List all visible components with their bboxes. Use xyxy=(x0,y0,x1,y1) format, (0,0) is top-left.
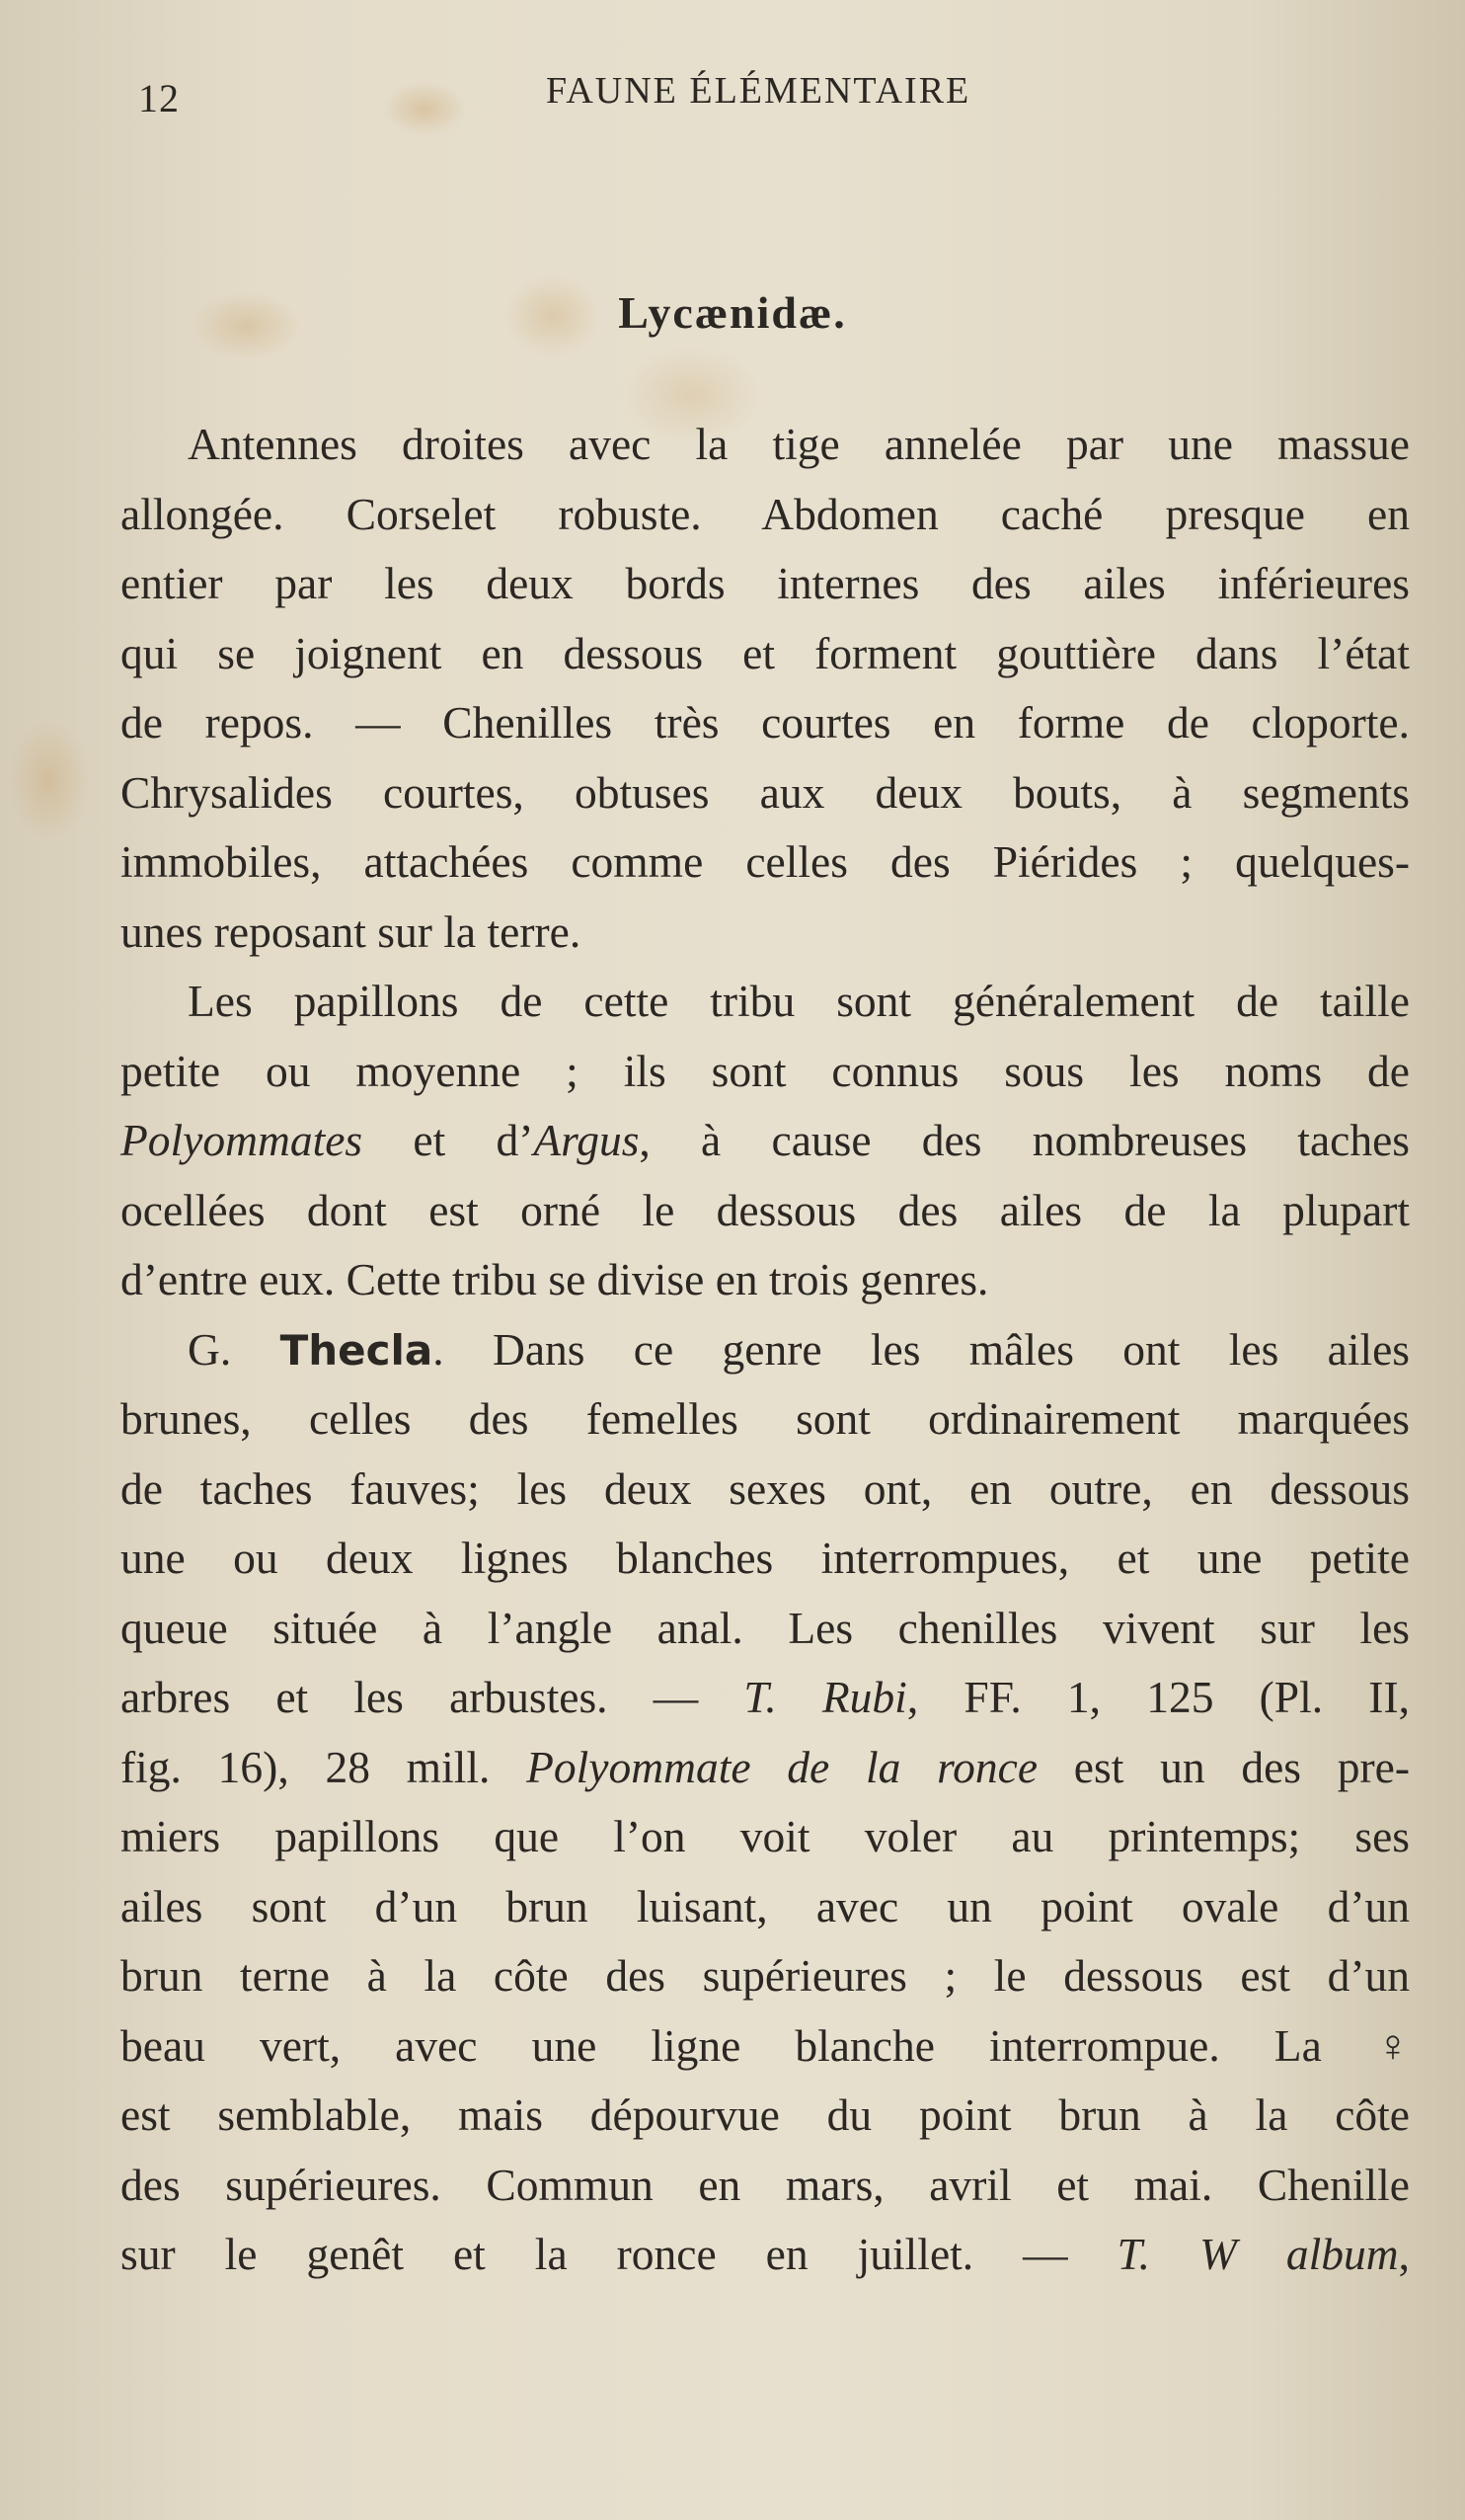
text-line: de repos. — Chenilles très courtes en forme de cloporte. xyxy=(120,697,1410,748)
text-line: ailes sont d’un brun luisant, avec un point ovale d’un xyxy=(120,1880,1410,1931)
section-title: Lycænidæ. xyxy=(618,287,847,338)
text-line: miers papillons que l’on voit voler au printemps; ses xyxy=(120,1811,1410,1861)
text-line: queue située à l’angle anal. Les chenilles vivent sur les xyxy=(120,1602,1410,1653)
text-line: ocellées dont est orné le dessous des ailes de la plupart xyxy=(120,1184,1410,1235)
text-line: arbres et les arbustes. — T. Rubi, FF. 1, 125 (Pl. II, xyxy=(120,1672,1410,1722)
text-line: Chrysalides courtes, obtuses aux deux bouts, à segments xyxy=(120,766,1410,818)
taxon-name: Argus xyxy=(533,1115,640,1165)
text-line: une ou deux lignes blanches interrompues, et une petite xyxy=(120,1533,1410,1583)
common-name: Polyommate de la ronce xyxy=(526,1741,1039,1792)
taxon-name: Polyommates xyxy=(120,1115,363,1165)
text-line: des supérieures. Commun en mars, avril et mai. Chenille xyxy=(120,2159,1410,2210)
text-line: qui se joignent en dessous et forment gouttière dans l’état xyxy=(120,627,1410,678)
text-line: fig. 16), 28 mill. Polyommate de la ronce est un des pre- xyxy=(120,1741,1410,1792)
page-header xyxy=(0,69,1465,128)
genus-name: Thecla xyxy=(279,1325,433,1375)
species-name: T. W album xyxy=(1117,2229,1399,2279)
text-line: beau vert, avec une ligne blanche interrompue. La ♀ xyxy=(120,2019,1410,2071)
page-number: 12 xyxy=(138,76,180,120)
text-line: brun terne à la côte des supérieures ; le dessous est d’un xyxy=(120,1950,1410,2001)
text-line: allongée. Corselet robuste. Abdomen caché presque en xyxy=(120,488,1410,539)
text-line: petite ou moyenne ; ils sont connus sous les noms de xyxy=(120,1045,1410,1096)
text-line: sur le genêt et la ronce en juillet. — T. W album, xyxy=(120,2229,1410,2279)
text-line: Antennes droites avec la tige annelée par une massue xyxy=(188,419,1410,469)
text-line: est semblable, mais dépourvue du point brun à la côte xyxy=(120,2089,1410,2140)
text-line: immobiles, attachées comme celles des Piérides ; quelques- xyxy=(120,836,1410,887)
text-line: G. Thecla. Dans ce genre les mâles ont les ailes xyxy=(188,1323,1410,1375)
body-text xyxy=(120,410,1410,2290)
text-line: de taches fauves; les deux sexes ont, en outre, en dessous xyxy=(120,1462,1410,1514)
text-line: brunes, celles des femelles sont ordinairement marquées xyxy=(120,1393,1410,1444)
species-name: T. Rubi xyxy=(743,1672,907,1722)
text-line: Polyommates et d’Argus, à cause des nombreuses taches xyxy=(120,1115,1410,1165)
text-line: entier par les deux bords internes des ailes inférieures xyxy=(120,558,1410,608)
running-head: FAUNE ÉLÉMENTAIRE xyxy=(546,70,971,112)
text-line: d’entre eux. Cette tribu se divise en trois genres. xyxy=(120,1254,989,1304)
text-line: unes reposant sur la terre. xyxy=(120,906,581,957)
text-line: Les papillons de cette tribu sont généralement de taille xyxy=(188,976,1410,1026)
